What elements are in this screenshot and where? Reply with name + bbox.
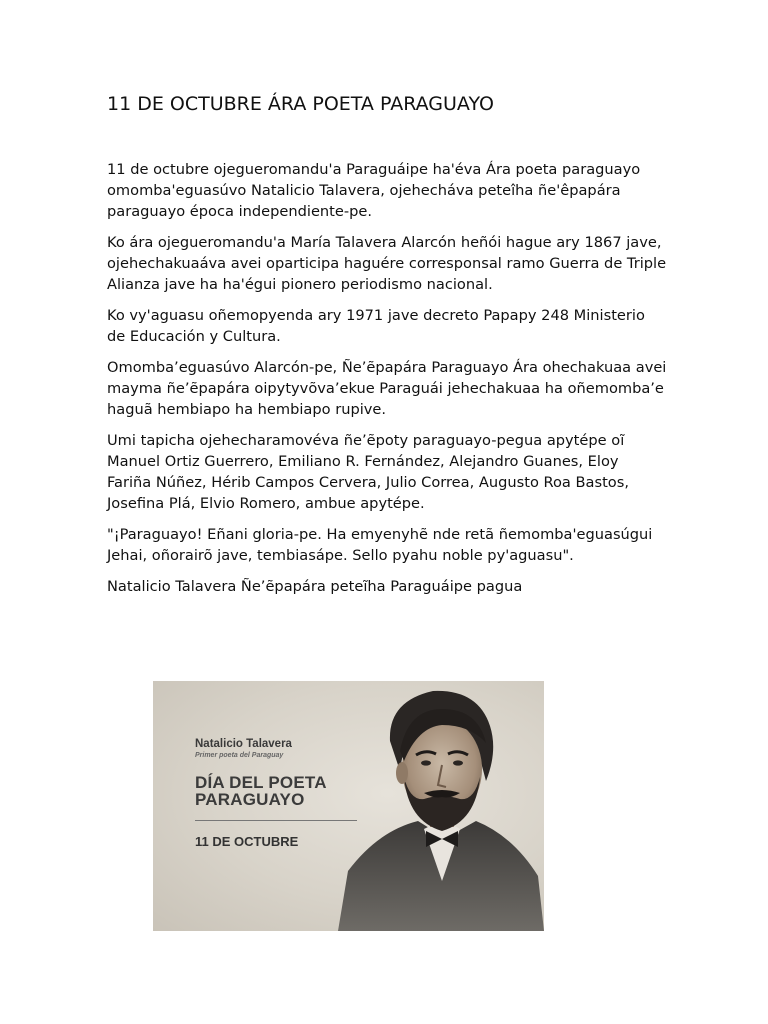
poster-image (153, 681, 544, 931)
poster-name: Natalicio Talavera (195, 738, 292, 750)
paragraph-5: Umi tapicha ojehecharamovéva ñe’ẽpoty paraguayo-pegua apytépe oĩ Manuel Ortiz Guerrero, Emiliano R. Fernández, Alejandro Guanes, Eloy Fariña Núñez, Hérib Campos Cervera, Julio Correa, Augusto Roa Bastos, Josefina Plá, Elvio Romero, ambue apytépe. (107, 432, 629, 512)
poster-divider (195, 820, 357, 821)
poster-heading-line2: PARAGUAYO (195, 790, 305, 809)
paragraph-3: Ko vy'aguasu oñemopyenda ary 1971 jave decreto Papapy 248 Ministerio de Educación y Cultura. (107, 307, 645, 345)
bearded-man-portrait-icon (338, 681, 544, 931)
document-title: 11 DE OCTUBRE ÁRA POETA PARAGUAYO (107, 93, 494, 115)
image-caption: Natalicio Talavera Ñe’ẽpapára peteĩha Paraguáipe pagua (107, 578, 523, 595)
quote-paragraph: "¡Paraguayo! Eñani gloria-pe. Ha emyenyhẽ nde retã ñemomba'eguasúgui Jehai, oñorairõ jave, tembiasápe. Sello pyahu noble py'aguasu". (107, 526, 653, 564)
poster-date: 11 DE OCTUBRE (195, 834, 299, 849)
paragraph-1: 11 de octubre ojegueromandu'a Paraguáipe ha'éva Ára poeta paraguayo omomba'eguasúvo Natalicio Talavera, ojehecháva peteîha ñe'êpapára paraguayo época independiente-pe. (107, 161, 641, 220)
paragraph-4: Omomba’eguasúvo Alarcón-pe, Ñe’ẽpapára Paraguayo Ára ohechakuaa avei mayma ñe’ẽpapára oipytyvõva’ekue Paraguái jehechakuaa ha oñemomba’e haguã hembiapo ha hembiapo rupive. (107, 359, 667, 418)
paragraph-2: Ko ára ojegueromandu'a María Talavera Alarcón heñói hague ary 1867 jave, ojehechakuaáva avei oparticipa haguére corresponsal ramo Guerra de Triple Alianza jave ha ha'égui pionero periodismo nacional. (107, 234, 667, 293)
poster-text-block (195, 737, 357, 849)
poster-heading-line1: DÍA DEL POETA (195, 773, 327, 792)
poster-subtitle: Primer poeta del Paraguay (195, 752, 284, 759)
document-body (107, 92, 667, 607)
